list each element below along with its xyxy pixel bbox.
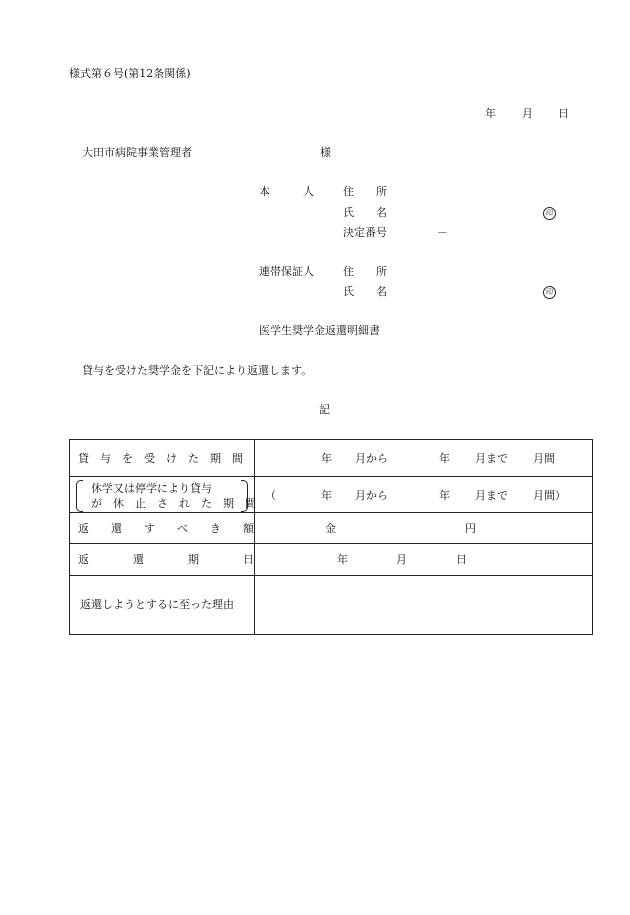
table-row [70,477,593,513]
amount-yen: 円 [465,522,476,535]
reason-value-cell[interactable] [255,576,593,635]
form-number: 様式第６号(第12条関係) [69,67,191,80]
reason-label-cell [70,576,255,635]
note-mark: 記 [319,403,330,416]
table-row [70,440,593,477]
suspension-period-label-cell [70,477,255,513]
suspension-label-line1: 休学又は停学により貸与 [91,482,212,495]
reason-label: 返還しようとするに至った理由 [80,598,234,611]
repay-date-value-cell[interactable] [255,544,593,576]
document-title: 医学生奨学金返還明細書 [259,324,380,337]
guarantor-name-label: 氏 名 [343,285,387,298]
loan-period-label: 貸 与 を 受 け た 期 間 [78,452,243,465]
loan-end-month: 月まで [475,452,508,465]
amount-label: 返 還 す べ き 額 [78,522,254,535]
table-row [70,544,593,576]
suspension-start-month: 月から [355,489,388,502]
loan-start-month: 月から [355,452,388,465]
repay-day: 日 [456,553,467,566]
date-day-label: 日 [558,107,569,120]
loan-start-year: 年 [321,452,332,465]
date-month-label: 月 [522,107,533,120]
date-year-label: 年 [485,107,496,120]
table-row [70,576,593,635]
applicant-name-label: 氏 名 [343,206,387,219]
repay-year: 年 [337,553,348,566]
table-row [70,513,593,544]
suspension-open-paren: （ [265,489,276,502]
applicant-seal-mark: 印 [543,206,556,220]
applicant-address-label: 住 所 [343,185,387,198]
amount-kin: 金 [325,522,336,535]
amount-value-cell[interactable] [255,513,593,544]
loan-period-value-cell[interactable] [255,440,593,477]
decision-number-label: 決定番号 [343,226,387,239]
decision-number-dash: － [437,226,448,239]
guarantor-address-label: 住 所 [343,265,387,278]
addressee-honorific: 様 [320,146,331,159]
suspension-label-line2: が 休 止 さ れ た 期 間 [91,497,256,510]
amount-label-cell [70,513,255,544]
addressee-org: 大田市病院事業管理者 [82,146,192,159]
guarantor-role: 連帯保証人 [259,265,314,278]
loan-months: 月間 [533,452,555,465]
suspension-end-month: 月まで [475,489,508,502]
loan-end-year: 年 [439,452,450,465]
suspension-months: 月間） [533,489,566,502]
guarantor-seal-mark: 印 [543,285,556,299]
suspension-end-year: 年 [439,489,450,502]
applicant-role: 本 人 [259,185,314,198]
repay-month: 月 [396,553,407,566]
suspension-start-year: 年 [321,489,332,502]
suspension-period-value-cell[interactable] [255,477,593,513]
intro-sentence: 貸与を受けた奨学金を下記により返還します。 [82,364,313,377]
left-bracket [76,480,83,512]
repay-date-label: 返 還 期 日 [78,553,254,566]
repay-date-label-cell [70,544,255,576]
loan-period-label-cell [70,440,255,477]
repayment-table [69,439,593,635]
